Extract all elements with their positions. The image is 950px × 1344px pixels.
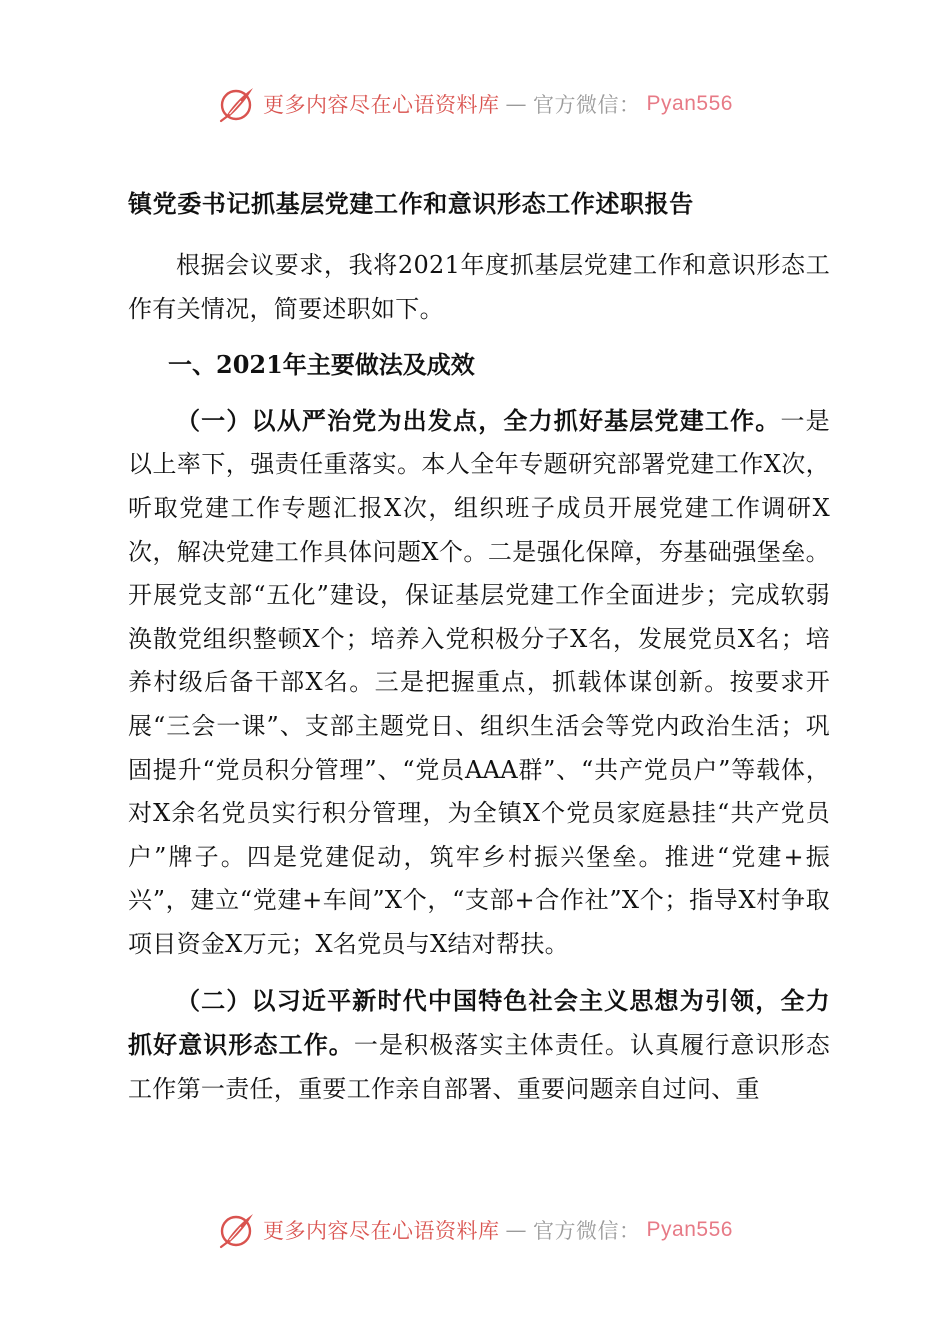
watermark-account: Pyan556 bbox=[646, 92, 733, 115]
quill-pen-logo-icon bbox=[217, 84, 257, 124]
subsection-1-body: 一是以上率下，强责任重落实。本人全年专题研究部署党建工作X次，听取党建工作专题汇报X次，组织班子成员开展党建工作调研X次，解决党建工作具体问题X个。二是强化保障，夯基础强堡垒。开展党支部“五化”建设，保证基层党建工作全面进步；完成软弱涣散党组织整顿X个；培养入党积极分子X名，发展党员X名；培养村级后备干部X名。三是把握重点，抓载体谋创新。按要求开展“三会一课”、支部主题党日、组织生活会等党内政治生活；巩固提升“党员积分管理”、“党员AAA群”、“共产党员户”等载体，对X余名党员实行积分管理，为全镇X个党员家庭悬挂“共产党员户”牌子。四是党建促动，筑牢乡村振兴堡垒。推进“党建+振兴”，建立“党建+车间”X个，“支部+合作社”X个；指导X村争取项目资金X万元；X名党员与X结对帮扶。 bbox=[128, 406, 830, 958]
watermark-separator: — bbox=[505, 92, 528, 116]
subsection-1-heading: （一）以从严治党为出发点，全力抓好基层党建工作。 bbox=[176, 405, 781, 435]
watermark-brand: 更多内容尽在心语资料库 bbox=[263, 1219, 500, 1243]
watermark-account: Pyan556 bbox=[646, 1218, 733, 1241]
subsection-2-heading: （二）以习近平新时代中国特色社会主义思想为引领，全力抓好意识形态工作。 bbox=[128, 985, 830, 1060]
quill-pen-logo-icon bbox=[217, 1210, 257, 1250]
intro-paragraph: 根据会议要求，我将2021年度抓基层党建工作和意识形态工作有关情况，简要述职如下。 bbox=[128, 251, 830, 323]
watermark-brand: 更多内容尽在心语资料库 bbox=[263, 93, 500, 117]
document-title: 镇党委书记抓基层党建工作和意识形态工作述职报告 bbox=[128, 189, 694, 218]
subsection-1-paragraph bbox=[128, 399, 830, 967]
watermark-separator: — bbox=[505, 1218, 528, 1242]
subsection-2-paragraph bbox=[128, 979, 830, 1112]
watermark-header bbox=[0, 82, 950, 126]
watermark-channel: 官方微信： bbox=[533, 1219, 641, 1243]
section-heading-1: 一、2021年主要做法及成效 bbox=[168, 350, 475, 380]
watermark-channel: 官方微信： bbox=[533, 93, 641, 117]
watermark-footer bbox=[0, 1208, 950, 1252]
document-body bbox=[128, 186, 830, 1123]
subsection-2-body: 一是积极落实主体责任。认真履行意识形态工作第一责任，重要工作亲自部署、重要问题亲自过问、重 bbox=[128, 1031, 831, 1103]
